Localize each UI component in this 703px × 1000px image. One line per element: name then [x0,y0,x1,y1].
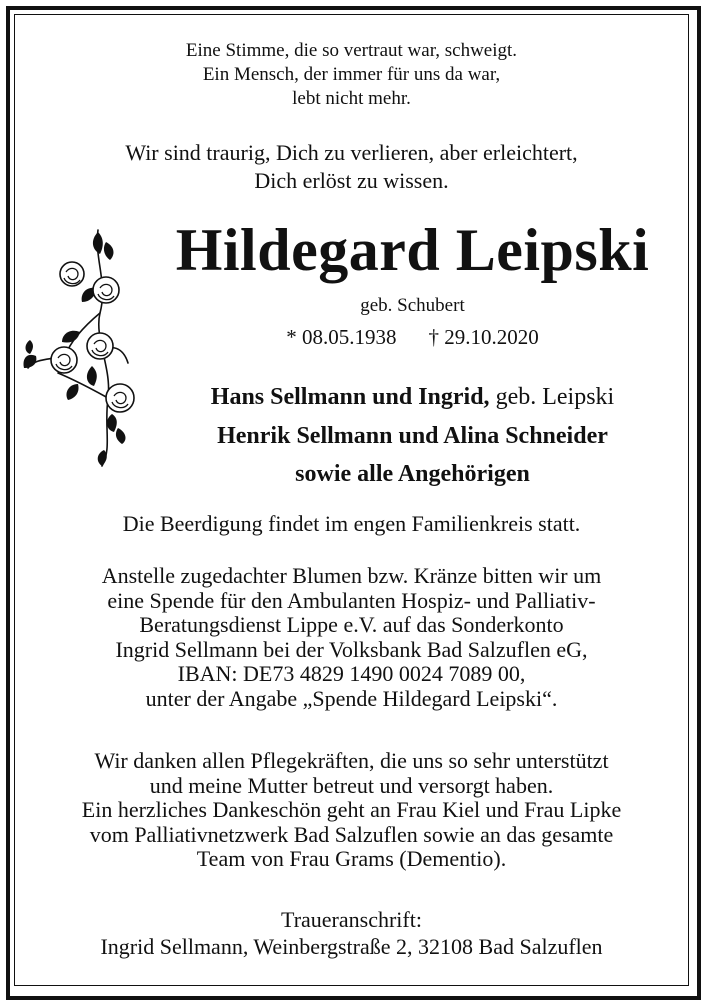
mourner-relatives: sowie alle Angehörigen [295,461,530,487]
mourner-line [150,420,675,452]
poem-line: Ein Mensch, der immer für uns da war, [202,64,501,85]
poem-line: Wir sind traurig, Dich zu verlieren, aber erleichtert, [125,140,578,165]
donation-line: Ingrid Sellmann bei der Volksbank Bad Salzuflen eG, [115,636,588,662]
death-date: † 29.10.2020 [428,325,539,349]
donation-line: Anstelle zugedachter Blumen bzw. Kränze bitten wir um [101,563,602,588]
deceased-name: Hildegard Leipski [175,217,650,283]
thanks-line: Ein herzliches Dankeschön geht an Frau Kiel und Frau Lipke [81,797,622,822]
donation-line: IBAN: DE73 4829 1490 0024 7089 00, [177,661,526,686]
donation-line: eine Spende für den Ambulanten Hospiz- und Palliativ- [107,587,596,613]
mourner-names: Henrik Sellmann und Alina Schneider [217,423,608,449]
mourner-line [150,458,675,490]
thanks-line: Wir danken allen Pflegekräften, die uns so sehr unterstützt [94,748,609,773]
address-value: Ingrid Sellmann, Weinbergstraße 2, 32108 Bad Salzuflen [100,934,603,959]
burial-note: Die Beerdigung findet im engen Familienkreis statt. [122,511,581,536]
donation-line: Beratungsdienst Lippe e.V. auf das Sonderkonto [139,612,564,637]
life-dates [150,324,675,350]
mourner-names: Hans Sellmann und Ingrid, [210,384,490,410]
birth-date: * 08.05.1938 [286,325,397,349]
poem-line: Eine Stimme, die so vertraut war, schweigt. [185,40,518,61]
thanks-line: und meine Mutter betreut und versorgt haben. [149,772,554,798]
birth-name: geb. Schubert [360,295,465,316]
mourner-line [150,381,675,413]
thanks-line: vom Palliativnetzwerk Bad Salzuflen sowie an das gesamte [89,821,614,847]
donation-line: unter der Angabe „Spende Hildegard Leipski“. [145,685,558,711]
rose-branch-icon [20,228,145,468]
thanks-line: Team von Frau Grams (Dementio). [196,846,507,871]
mourner-birth-name: geb. Leipski [489,384,615,410]
address-label: Traueranschrift: [281,907,422,932]
poem-line: Dich erlöst zu wissen. [254,168,449,193]
poem-line: lebt nicht mehr. [292,88,411,109]
